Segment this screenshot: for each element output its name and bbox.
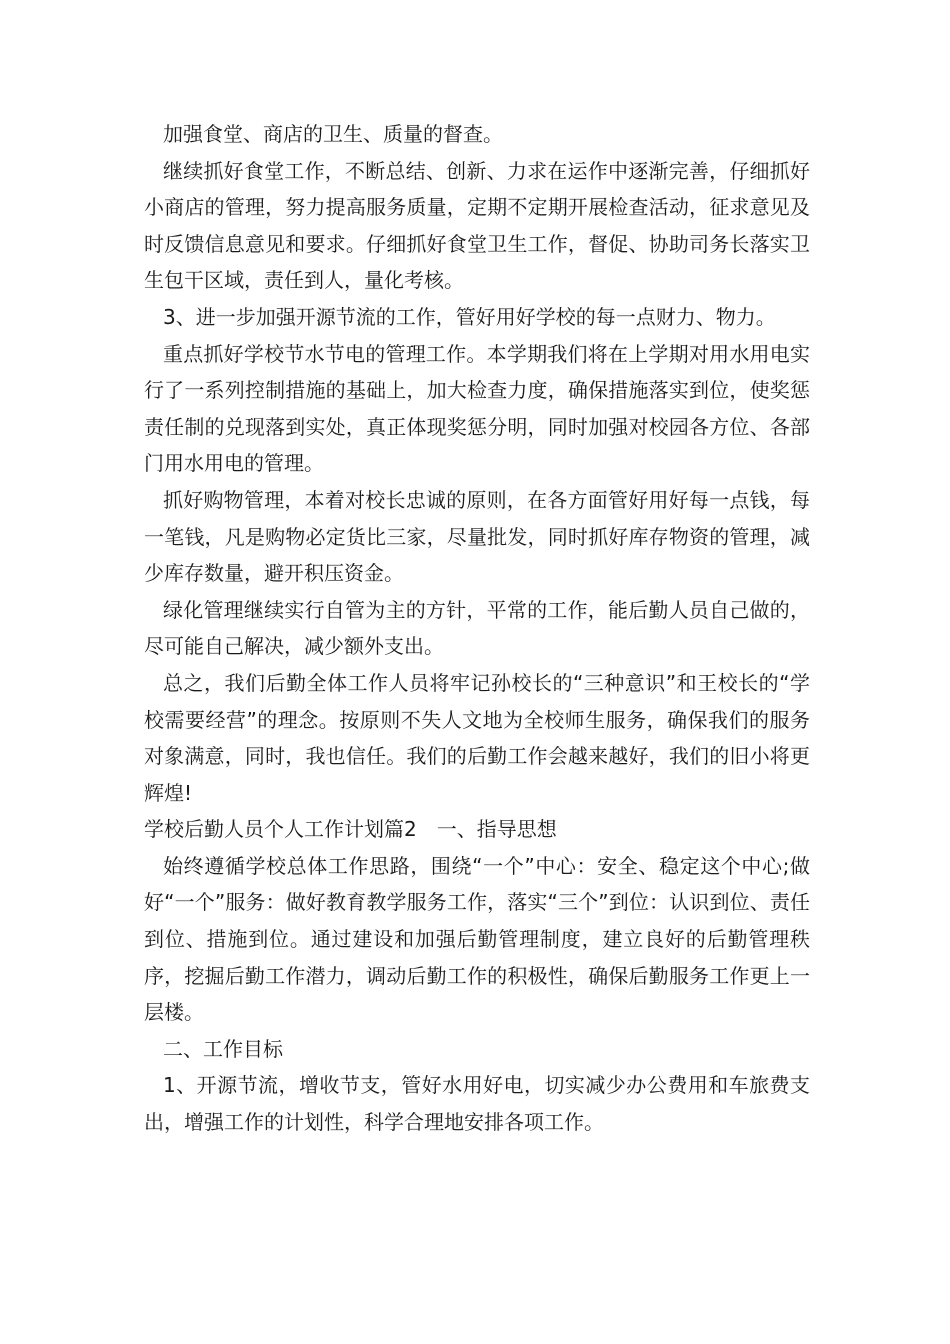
- section-title-plan-2: 学校后勤人员个人工作计划篇2 一、指导思想: [144, 817, 557, 842]
- paragraph-guiding-thought: 始终遵循学校总体工作思路，围绕“一个”中心：安全、稳定这个中心;做好“一个”服务：做好教育教学服务工作，落实“三个”到位：认识到位、责任到位、措施到位。通过建设和加强后勤管理制度，建立良好的后勤管理秩序，挖掘后勤工作潜力，调动后勤工作的积极性，确保后勤服务工作更上一层楼。: [144, 853, 810, 1025]
- paragraph-canteen-inspection: 加强食堂、商店的卫生、质量的督查。: [163, 122, 503, 146]
- paragraph-purchasing: 抓好购物管理，本着对校长忠诚的原则，在各方面管好用好每一点钱，每一笔钱，凡是购物必定货比三家，尽量批发，同时抓好库存物资的管理，减少库存数量，避开积压资金。: [144, 487, 810, 586]
- document-body: [144, 116, 810, 1141]
- paragraph-summary: 总之，我们后勤全体工作人员将牢记孙校长的“三种意识”和王校长的“学校需要经营”的理念。按原则不失人文地为全校师生服务，确保我们的服务对象满意，同时，我也信任。我们的后勤工作会越来越好，我们的旧小将更辉煌!: [144, 670, 810, 805]
- paragraph-item-3: 3、进一步加强开源节流的工作，管好用好学校的每一点财力、物力。: [163, 304, 776, 329]
- paragraph-canteen-work: 继续抓好食堂工作，不断总结、创新、力求在运作中逐渐完善，仔细抓好小商店的管理，努力提高服务质量，定期不定期开展检查活动，征求意见及时反馈信息意见和要求。仔细抓好食堂卫生工作，督促、协助司务长落实卫生包干区域，责任到人，量化考核。: [144, 158, 810, 293]
- paragraph-greening: 绿化管理继续实行自管为主的方针，平常的工作，能后勤人员自己做的，尽可能自己解决，减少额外支出。: [144, 597, 810, 659]
- paragraph-water-electricity: 重点抓好学校节水节电的管理工作。本学期我们将在上学期对用水用电实行了一系列控制措施的基础上，加大检查力度，确保措施落实到位，使奖惩责任制的兑现落到实处，真正体现奖惩分明，同时加强对校园各方位、各部门用水用电的管理。: [144, 341, 810, 476]
- paragraph-goal-1: 1、开源节流，增收节支，管好水用好电，切实减少办公费用和车旅费支出，增强工作的计划性，科学合理地安排各项工作。: [144, 1073, 810, 1135]
- section-heading-goals: 二、工作目标: [163, 1036, 283, 1061]
